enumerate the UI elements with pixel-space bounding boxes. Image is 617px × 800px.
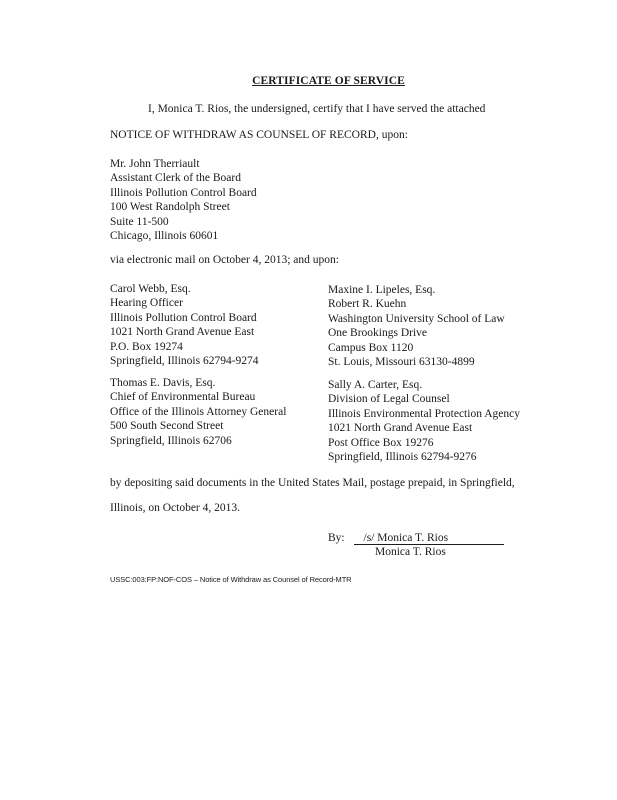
address-line: Division of Legal Counsel	[328, 393, 450, 406]
address-line: Maxine I. Lipeles, Esq.	[328, 284, 436, 296]
address-line: Carol Webb, Esq.	[110, 283, 191, 295]
recipient-address-webb	[110, 282, 259, 368]
signature-block	[328, 531, 504, 545]
address-line: Robert R. Kuehn	[328, 298, 407, 311]
printed-name: Monica T. Rios	[375, 546, 446, 558]
address-line: Assistant Clerk of the Board	[110, 172, 241, 185]
address-line: One Brookings Drive	[328, 327, 428, 340]
address-line: Sally A. Carter, Esq.	[328, 379, 423, 391]
address-line: Hearing Officer	[110, 297, 183, 310]
recipient-address-lipeles	[328, 283, 505, 369]
address-line: St. Louis, Missouri 63130-4899	[328, 355, 475, 368]
deposit-statement: by depositing said documents in the United States Mail, postage prepaid, in Springfield,	[110, 477, 515, 489]
address-line: Springfield, Illinois 62794-9274	[110, 354, 259, 367]
intro-paragraph: I, Monica T. Rios, the undersigned, certify that I have served the attached	[148, 103, 486, 115]
address-line: Post Office Box 19276	[328, 436, 434, 449]
address-line: Springfield, Illinois 62794-9276	[328, 450, 477, 463]
address-line: 1021 North Grand Avenue East	[328, 422, 473, 435]
address-line: Thomas E. Davis, Esq.	[110, 377, 216, 389]
address-line: Illinois Pollution Control Board	[110, 186, 257, 199]
primary-recipient-address	[110, 157, 257, 243]
address-line: Illinois Environmental Protection Agency	[328, 407, 520, 420]
address-line: 500 South Second Street	[110, 420, 224, 433]
address-line: Chicago, Illinois 60601	[110, 229, 219, 242]
address-line: Campus Box 1120	[328, 341, 414, 354]
signature-line	[354, 532, 504, 545]
address-line: Mr. John Therriault	[110, 158, 200, 170]
address-line: Suite 11-500	[110, 215, 169, 228]
address-line: Springfield, Illinois 62706	[110, 434, 232, 447]
address-line: 1021 North Grand Avenue East	[110, 326, 255, 339]
notice-line: NOTICE OF WITHDRAW AS COUNSEL OF RECORD, upon:	[110, 129, 408, 141]
address-line: Chief of Environmental Bureau	[110, 391, 256, 404]
address-line: P.O. Box 19274	[110, 340, 183, 353]
recipient-address-carter	[328, 378, 520, 464]
address-line: Illinois Pollution Control Board	[110, 311, 257, 324]
recipient-address-davis	[110, 376, 286, 448]
by-label: By:	[328, 532, 345, 544]
address-line: Office of the Illinois Attorney General	[110, 405, 287, 418]
document-footer-id: USSC:003:FP:NOF-COS – Notice of Withdraw as Counsel of Record-MTR	[110, 575, 352, 584]
via-electronic-mail-line: via electronic mail on October 4, 2013; and upon:	[110, 254, 339, 266]
address-line: Washington University School of Law	[328, 312, 505, 325]
certificate-title: CERTIFICATE OF SERVICE	[252, 75, 405, 87]
electronic-signature: /s/ Monica T. Rios	[363, 532, 449, 544]
deposit-date-line: Illinois, on October 4, 2013.	[110, 502, 240, 514]
address-line: 100 West Randolph Street	[110, 201, 230, 214]
